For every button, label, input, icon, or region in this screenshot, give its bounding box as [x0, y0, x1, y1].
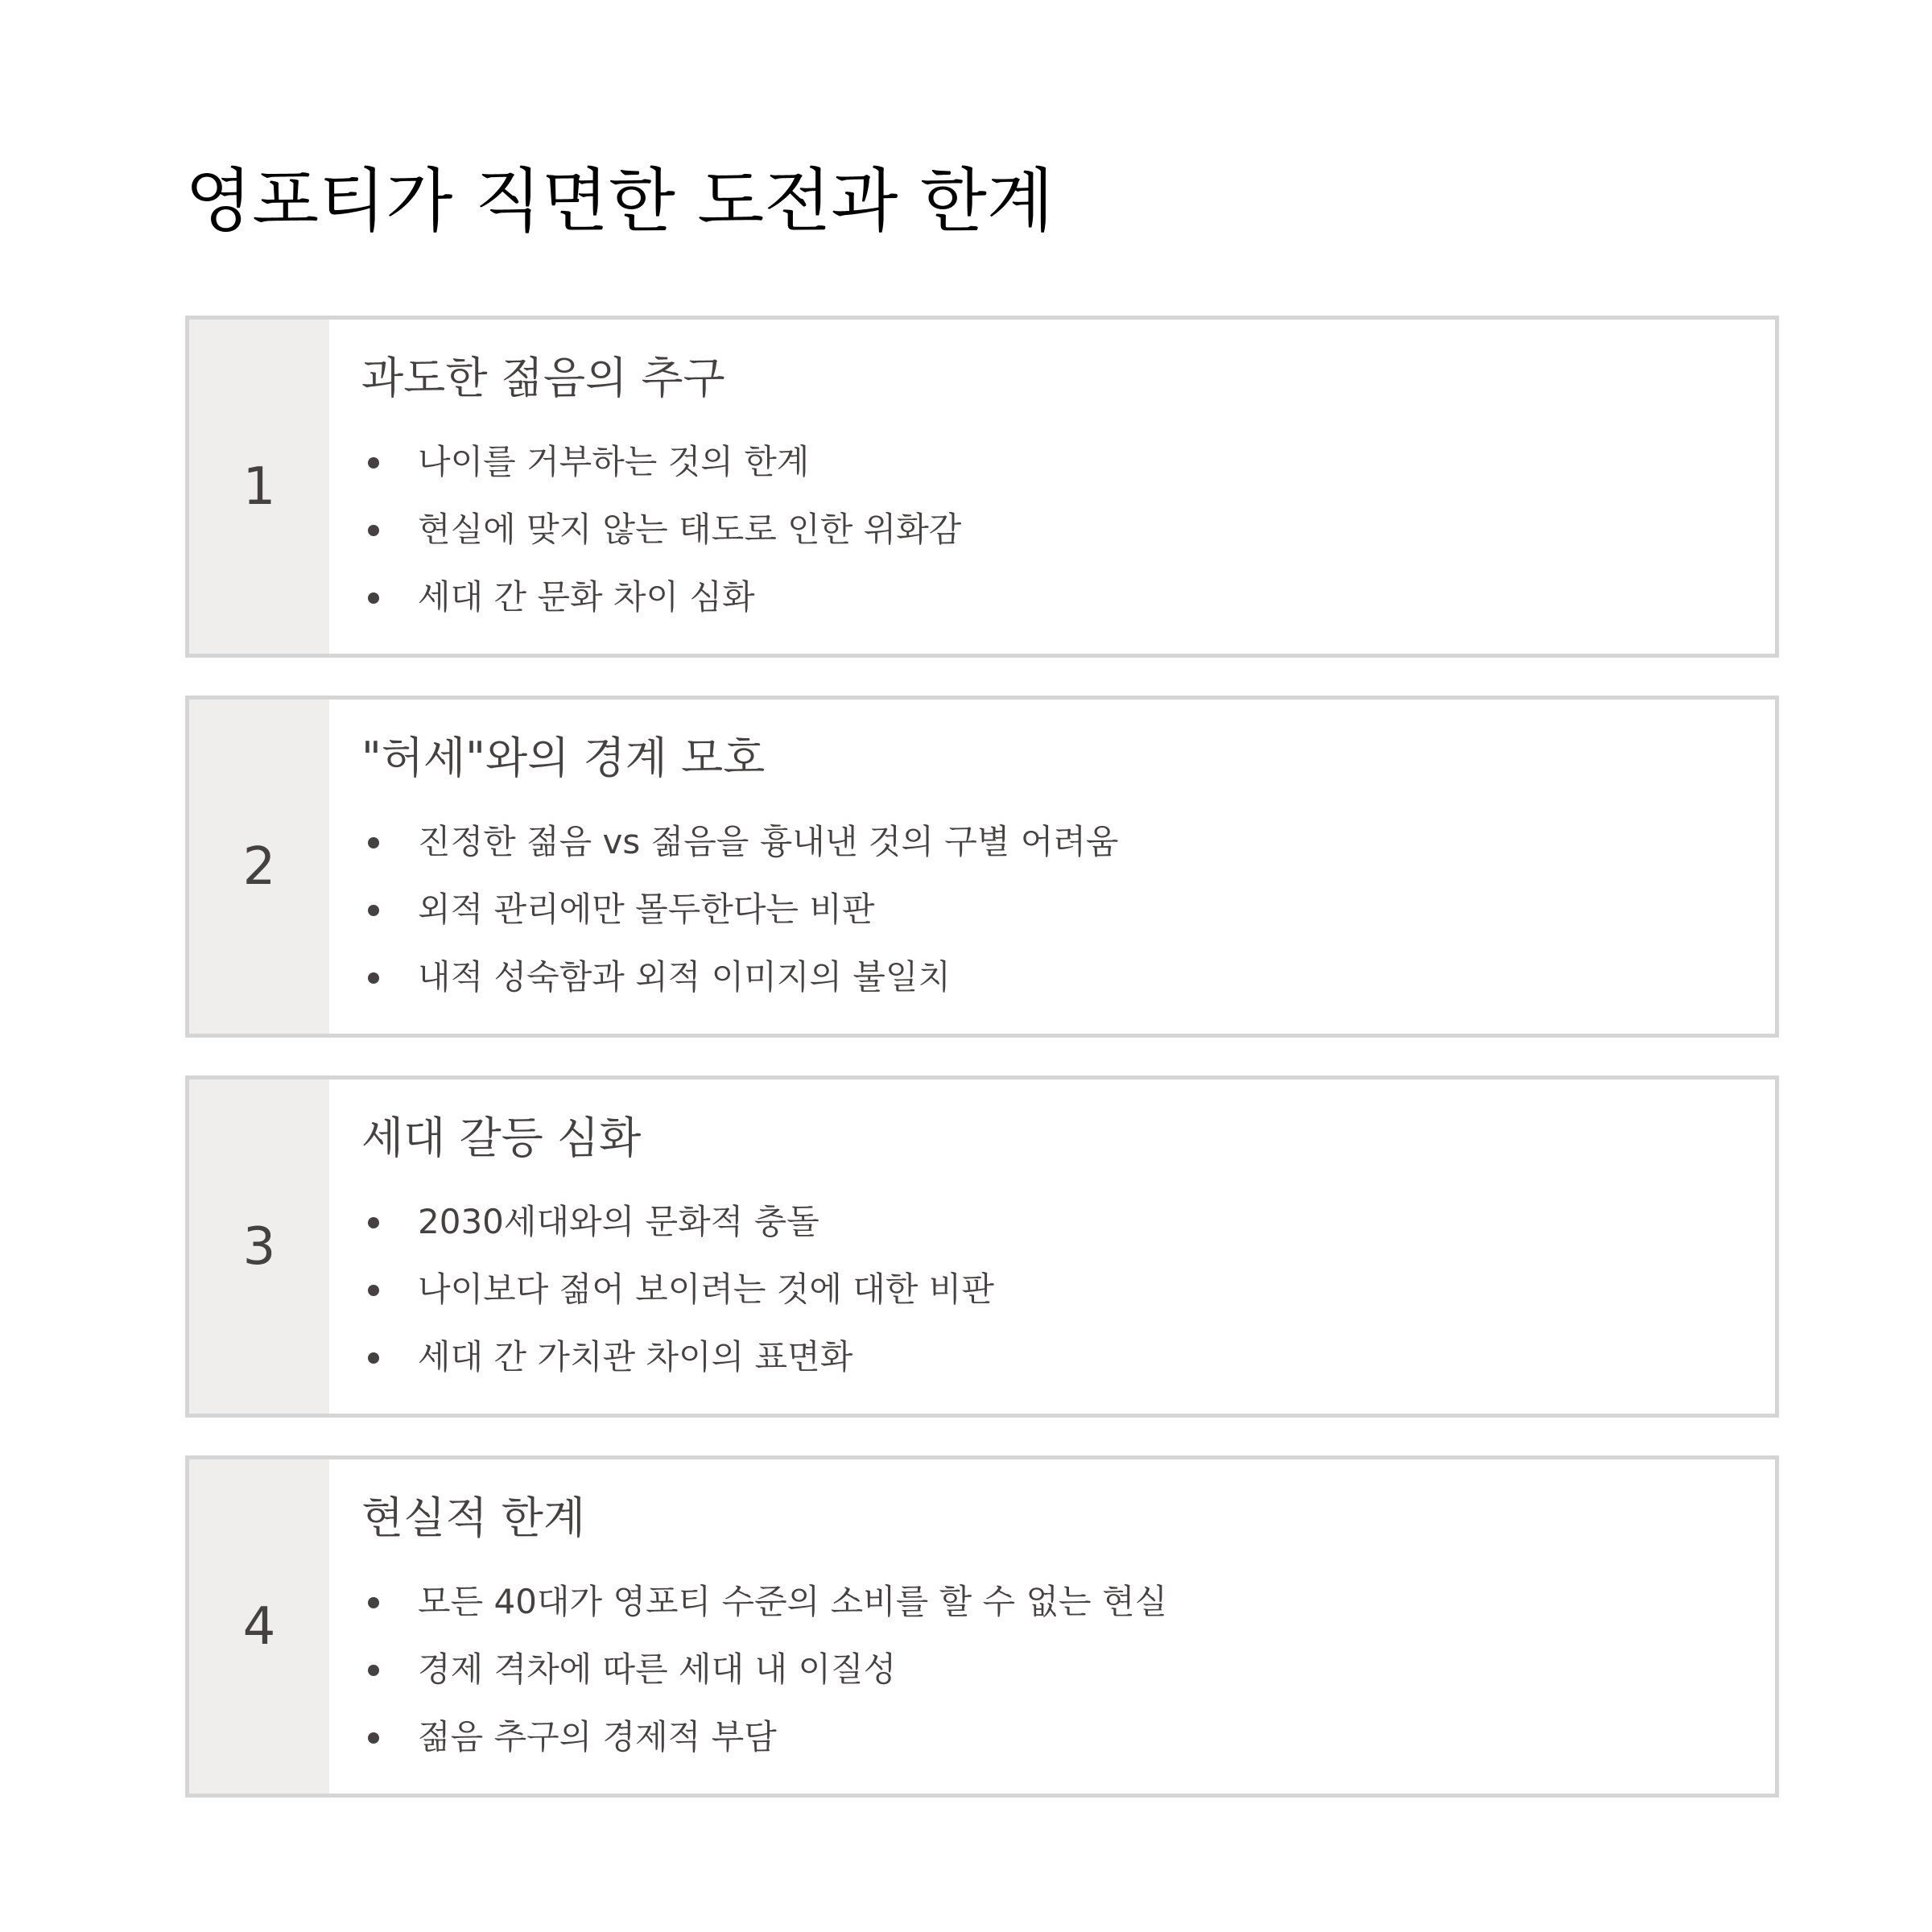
bullet-dot-icon — [368, 1352, 379, 1364]
card-number: 4 — [189, 1459, 329, 1794]
bullet-item — [361, 1568, 1167, 1636]
bullet-dot-icon — [368, 972, 379, 984]
bullet-item — [361, 876, 1119, 943]
bullet-text: 나이를 거부하는 것의 한계 — [418, 442, 810, 481]
slide-page — [185, 0, 1779, 1932]
bullet-item — [361, 1188, 994, 1256]
card-body — [329, 700, 1775, 1034]
bullet-item — [361, 564, 961, 631]
bullet-dot-icon — [368, 905, 379, 916]
bullet-dot-icon — [368, 1732, 379, 1744]
card-title: 세대 갈등 심화 — [361, 1113, 642, 1163]
bullet-dot-icon — [368, 592, 379, 604]
bullet-dot-icon — [368, 1217, 379, 1228]
bullet-dot-icon — [368, 1665, 379, 1676]
bullet-text: 세대 간 문화 차이 심화 — [418, 577, 755, 617]
bullet-dot-icon — [368, 457, 379, 469]
bullet-text: 모든 40대가 영포티 수준의 소비를 할 수 없는 현실 — [418, 1582, 1168, 1621]
bullet-item — [361, 428, 961, 496]
card-number: 1 — [189, 320, 329, 654]
bullet-dot-icon — [368, 1285, 379, 1296]
bullet-text: 나이보다 젊어 보이려는 것에 대한 비판 — [418, 1269, 994, 1309]
bullet-text: 현실에 맞지 않는 태도로 인한 위화감 — [418, 510, 962, 549]
card-body — [329, 1459, 1775, 1794]
card-title: 현실적 한계 — [361, 1492, 585, 1543]
bullet-item — [361, 496, 961, 564]
bullet-list — [361, 1568, 1167, 1771]
bullet-item — [361, 808, 1119, 876]
bullet-item — [361, 1323, 994, 1391]
card-title: "허세"와의 경계 모호 — [361, 733, 766, 783]
bullet-text: 내적 성숙함과 외적 이미지의 불일치 — [418, 957, 951, 997]
bullet-list — [361, 1188, 994, 1391]
bullet-dot-icon — [368, 1597, 379, 1608]
bullet-list — [361, 808, 1119, 1011]
bullet-item — [361, 1703, 1167, 1771]
bullet-list — [361, 428, 961, 631]
bullet-text: 진정한 젊음 vs 젊음을 흉내낸 것의 구별 어려움 — [418, 822, 1119, 861]
bullet-dot-icon — [368, 525, 379, 536]
bullet-text: 경제 격차에 따른 세대 내 이질성 — [418, 1649, 897, 1689]
bullet-item — [361, 1636, 1167, 1703]
bullet-item — [361, 943, 1119, 1011]
card-number: 3 — [189, 1080, 329, 1414]
challenge-card-3 — [185, 1075, 1779, 1418]
bullet-dot-icon — [368, 837, 379, 848]
challenge-card-4 — [185, 1455, 1779, 1798]
card-body — [329, 320, 1775, 654]
card-title: 과도한 젊음의 추구 — [361, 353, 725, 403]
bullet-item — [361, 1256, 994, 1323]
bullet-text: 젊음 추구의 경제적 부담 — [418, 1717, 777, 1757]
bullet-text: 외적 관리에만 몰두한다는 비판 — [418, 890, 875, 929]
challenge-card-2 — [185, 696, 1779, 1038]
bullet-text: 2030세대와의 문화적 충돌 — [418, 1202, 819, 1241]
page-title: 영포티가 직면한 도전과 한계 — [185, 161, 1054, 242]
challenge-card-list — [185, 316, 1779, 1835]
card-number: 2 — [189, 700, 329, 1034]
card-body — [329, 1080, 1775, 1414]
bullet-text: 세대 간 가치관 차이의 표면화 — [418, 1337, 853, 1377]
challenge-card-1 — [185, 316, 1779, 658]
